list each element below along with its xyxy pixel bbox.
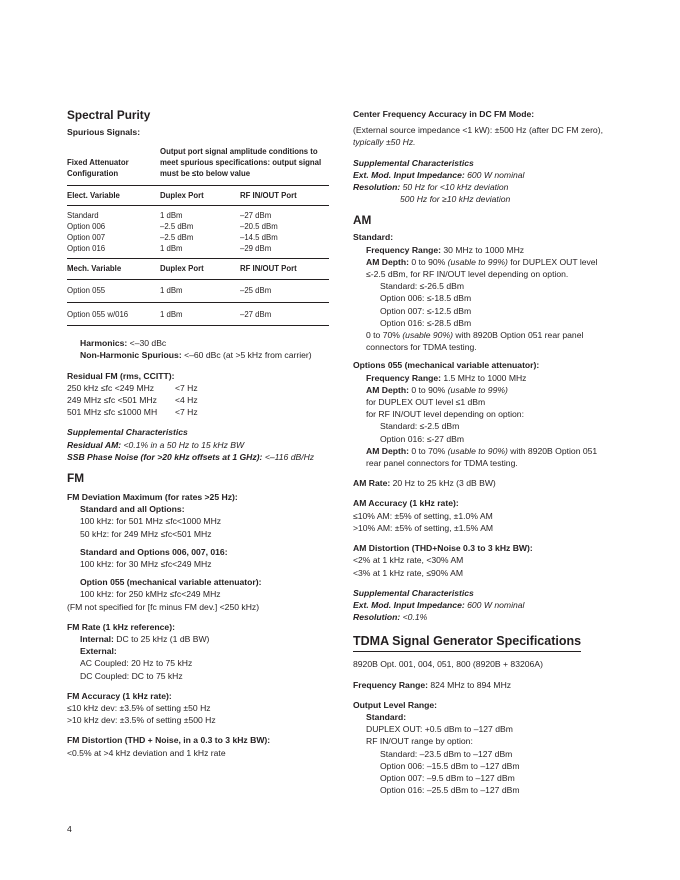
am-opt055-depth: AM Depth: 0 to 90% (usable to 99%) <box>366 384 508 395</box>
am-opt055-line: for DUPLEX OUT level ≤1 dBm <box>366 397 486 408</box>
tdma-level: Option 016: –25.5 dBm to –127 dBm <box>380 785 520 796</box>
tdma-level: Option 006: –15.5 dBm to –127 dBm <box>380 760 520 771</box>
table-head-conditions: Output port signal amplitude conditions to meet spurious specifications: output signal must be ≤to below value <box>160 147 322 179</box>
ext-mod-line: Ext. Mod. Input Impedance: 600 W nominal <box>353 169 525 180</box>
page-number: 4 <box>67 824 72 834</box>
table-head-config: Fixed Attenuator Configuration <box>67 158 129 179</box>
am-std-level: Option 007: ≤-12.5 dBm <box>380 305 472 316</box>
residual-am-line: Residual AM: <0.1% in a 50 Hz to 15 kHz BW <box>67 439 245 450</box>
fm-opt055-line: 100 kHz: for 250 kMHz ≤fc<249 MHz <box>80 589 221 600</box>
table-row: Option 055 w/016 1 dBm –27 dBm <box>67 310 272 320</box>
am-opt055-line: for RF IN/OUT level depending on option: <box>366 409 524 420</box>
fm-distortion-line: <0.5% at >4 kHz deviation and 1 kHz rate <box>67 747 226 758</box>
table-row: Standard 1 dBm –27 dBm <box>67 211 272 221</box>
am-accuracy-line: >10% AM: ±5% of setting, ±1.5% AM <box>353 522 494 533</box>
spurious-label: Spurious Signals: <box>67 127 141 137</box>
residual-fm-row: 250 kHz ≤fc <249 MHz <7 Hz <box>67 382 198 393</box>
fm-std-all-line: 50 kHz: for 249 MHz ≤fc<501 MHz <box>80 528 212 539</box>
spurious-table <box>67 146 329 327</box>
supplemental-heading: Supplemental Characteristics <box>353 157 474 168</box>
nonharmonic-line: Non-Harmonic Spurious: <–60 dBc (at >5 kHz from carrier) <box>80 350 312 361</box>
tdma-duplex-line: DUPLEX OUT: +0.5 dBm to –127 dBm <box>366 724 513 735</box>
fm-opt055-label: Option 055 (mechanical variable attenuator): <box>80 577 262 588</box>
am-std-level: Standard: ≤-26.5 dBm <box>380 281 465 292</box>
table-header-row <box>67 146 329 179</box>
am-opt055-heading: Options 055 (mechanical variable attenuator): <box>353 360 540 371</box>
cfa-heading: Center Frequency Accuracy in DC FM Mode: <box>353 109 535 119</box>
fm-rate-ac: AC Coupled: 20 Hz to 75 kHz <box>80 658 193 669</box>
fm-std-all-label: Standard and all Options: <box>80 504 185 515</box>
residual-fm-row: 249 MHz ≤fc <501 MHz <4 Hz <box>67 395 198 406</box>
fm-accuracy-line: >10 kHz dev: ±3.5% of setting ±500 Hz <box>67 715 216 726</box>
am-std-depth: AM Depth: 0 to 90% (usable to 99%) for DUPLEX OUT level <box>366 256 598 267</box>
fm-rate-internal: Internal: DC to 25 kHz (1 dB BW) <box>80 634 210 645</box>
tdma-freq-range: Frequency Range: 824 MHz to 894 MHz <box>353 679 512 690</box>
fm-rate-external-label: External: <box>80 646 117 657</box>
left-column <box>67 108 329 759</box>
am-std-depth-line: connectors for TDMA testing. <box>366 342 477 353</box>
tdma-standard-label: Standard: <box>366 711 407 722</box>
tdma-heading: TDMA Signal Generator Specifications <box>353 633 581 652</box>
table-row: Option 006 –2.5 dBm –20.5 dBm <box>67 222 278 232</box>
am-std-depth-70: 0 to 70% (usable 90%) with 8920B Option 051 rear panel <box>366 330 584 341</box>
fm-not-specified-note: (FM not specified for [fc minus FM dev.] <250 kHz) <box>67 601 260 612</box>
am-accuracy-heading: AM Accuracy (1 kHz rate): <box>353 498 459 509</box>
am-distortion-heading: AM Distortion (THD+Noise 0.3 to 3 kHz BW): <box>353 543 533 554</box>
cfa-line: typically ±50 Hz. <box>353 137 416 148</box>
residual-fm-heading: Residual FM (rms, CCITT): <box>67 370 175 381</box>
resolution-line: Resolution: 50 Hz for <10 kHz deviation <box>353 182 509 193</box>
tdma-rfio-line: RF IN/OUT range by option: <box>366 736 473 747</box>
tdma-level: Option 007: –9.5 dBm to –127 dBm <box>380 772 515 783</box>
supplemental-heading: Supplemental Characteristics <box>67 427 188 438</box>
am-rate-line: AM Rate: 20 Hz to 25 kHz (3 dB BW) <box>353 478 496 489</box>
am-accuracy-line: ≤10% AM: ±5% of setting, ±1.0% AM <box>353 510 493 521</box>
table-row: Option 016 1 dBm –29 dBm <box>67 244 272 254</box>
fm-accuracy-line: ≤10 kHz dev: ±3.5% of setting ±50 Hz <box>67 703 211 714</box>
am-std-level: Option 016: ≤-28.5 dBm <box>380 317 472 328</box>
fm-accuracy-heading: FM Accuracy (1 kHz rate): <box>67 690 172 701</box>
cfa-line: (External source impedance <1 kW): ±500 Hz (after DC FM zero), <box>353 125 603 136</box>
table-group1-head: Elect. Variable Duplex Port RF IN/OUT Port <box>67 186 329 202</box>
ssb-phase-noise-line: SSB Phase Noise (for >20 kHz offsets at 1 GHz): <–116 dB/Hz <box>67 451 315 462</box>
am-opt055-freq: Frequency Range: 1.5 MHz to 1000 MHz <box>366 372 527 383</box>
am-opt055-level: Option 016: ≤-27 dBm <box>380 433 465 444</box>
output-level-heading: Output Level Range: <box>353 699 438 710</box>
am-distortion-line: <2% at 1 kHz rate, <30% AM <box>353 555 464 566</box>
am-std-depth-line: ≤-2.5 dBm, for RF IN/OUT level depending on option. <box>366 269 569 280</box>
right-column <box>353 108 623 796</box>
fm-std-all-line: 100 kHz: for 501 MHz ≤fc<1000 MHz <box>80 516 222 527</box>
tdma-level: Standard: –23.5 dBm to –127 dBm <box>380 748 513 759</box>
table-group2-head: Mech. Variable Duplex Port RF IN/OUT Port <box>67 259 329 275</box>
ext-mod-line: Ext. Mod. Input Impedance: 600 W nominal <box>353 599 525 610</box>
fm-distortion-heading: FM Distortion (THD + Noise, in a 0.3 to 3 kHz BW): <box>67 735 271 746</box>
fm-std-opts-line: 100 kHz: for 30 MHz ≤fc<249 MHz <box>80 559 212 570</box>
table-row: Option 007 –2.5 dBm –14.5 dBm <box>67 233 278 243</box>
am-std-freq-range: Frequency Range: 30 MHz to 1000 MHz <box>366 244 525 255</box>
tdma-options: 8920B Opt. 001, 004, 051, 800 (8920B + 83206A) <box>353 659 543 670</box>
fm-rate-dc: DC Coupled: DC to 75 kHz <box>80 670 183 681</box>
fm-heading: FM <box>67 471 85 486</box>
fm-deviation-heading: FM Deviation Maximum (for rates >25 Hz): <box>67 492 238 503</box>
am-heading: AM <box>353 213 372 228</box>
am-distortion-line: <3% at 1 kHz rate, ≤90% AM <box>353 567 464 578</box>
table-row: Option 055 1 dBm –25 dBm <box>67 286 272 296</box>
am-opt055-line: rear panel connectors for TDMA testing. <box>366 458 518 469</box>
resolution-line: Resolution: <0.1% <box>353 612 428 623</box>
spectral-purity-heading: Spectral Purity <box>67 108 151 122</box>
supplemental-heading: Supplemental Characteristics <box>353 587 474 598</box>
am-standard-label: Standard: <box>353 232 394 243</box>
residual-fm-row: 501 MHz ≤fc ≤1000 MH <7 Hz <box>67 407 198 418</box>
am-opt055-level: Standard: ≤-2.5 dBm <box>380 421 460 432</box>
am-opt055-depth-70: AM Depth: 0 to 70% (usable to 90%) with 8920B Option 051 <box>366 445 598 456</box>
harmonics-line: Harmonics: <–30 dBc <box>80 338 167 349</box>
fm-rate-heading: FM Rate (1 kHz reference): <box>67 621 175 632</box>
resolution-line-2: 500 Hz for ≥10 kHz deviation <box>400 194 511 205</box>
am-std-level: Option 006: ≤-18.5 dBm <box>380 293 472 304</box>
fm-std-opts-label: Standard and Options 006, 007, 016: <box>80 546 228 557</box>
